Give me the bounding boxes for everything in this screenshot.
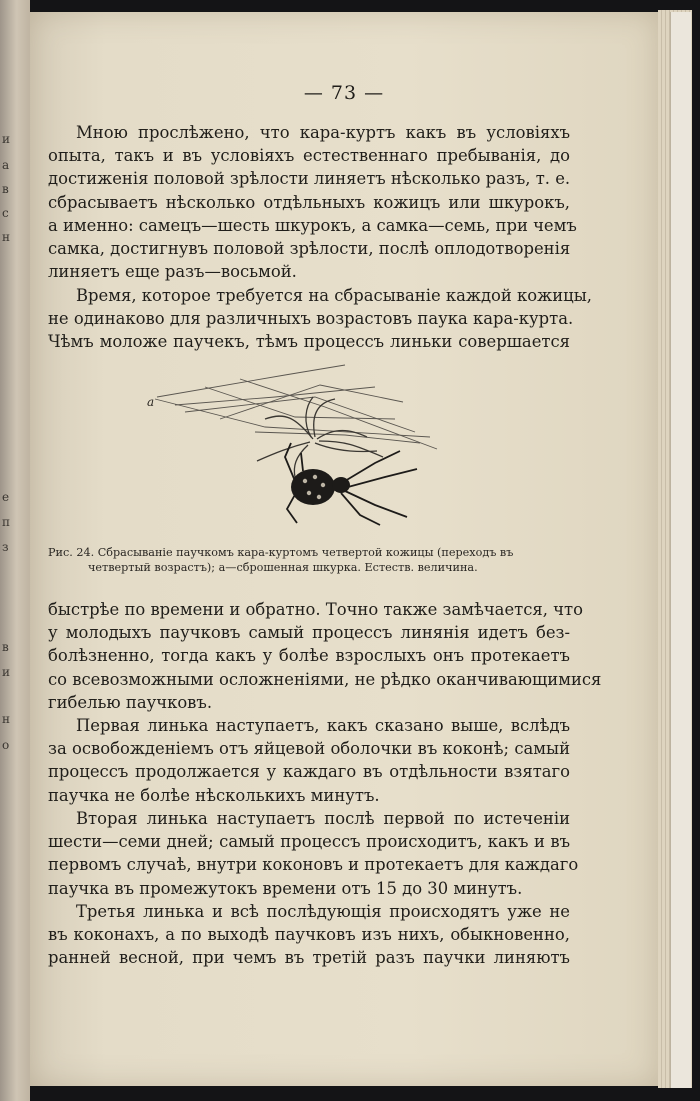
text-line: сбрасываетъ нѣсколько отдѣльныхъ кожицъ или шкурокъ, — [48, 192, 570, 212]
text-line: опыта, такъ и въ условіяхъ естественнаго пребыванія, до — [48, 146, 570, 166]
figure-caption — [48, 545, 570, 575]
text-line: за освобожденіемъ отъ яйцевой оболочки въ коконѣ; самый — [48, 739, 570, 759]
text-line: первомъ случаѣ, внутри коконовъ и протекаетъ для каждаго — [48, 855, 579, 875]
paragraph-2 — [48, 284, 592, 354]
left-page-fragment: о — [2, 738, 10, 752]
left-page-fragment: в — [2, 182, 9, 196]
paragraph-3 — [48, 598, 602, 714]
book-page — [30, 12, 658, 1086]
left-page-fragment: а — [2, 158, 10, 172]
left-page-fragment: п — [2, 515, 10, 529]
text-line: паучка не болѣе нѣсколькихъ минутъ. — [48, 785, 380, 805]
paragraph-4 — [48, 714, 570, 807]
page-edge-strip — [670, 12, 691, 1088]
text-line: не одинаково для различныхъ возрастовъ паука кара-курта. — [48, 309, 574, 329]
left-page-fragment: и — [2, 132, 10, 146]
left-page-fragment: е — [2, 490, 10, 504]
page-number: — 73 — — [303, 82, 385, 104]
text-line: быстрѣе по времени и обратно. Точно также замѣчается, что — [48, 600, 583, 619]
left-page-fragment: и — [2, 665, 10, 679]
figure-letter-label: a — [147, 395, 155, 409]
previous-page-edge — [0, 0, 30, 1101]
text-line: а именно: самецъ—шесть шкурокъ, а самка—семь, при чемъ — [48, 215, 577, 235]
spider-body — [291, 469, 350, 505]
text-line: Время, которое требуется на сбрасываніе каждой кожицы, — [76, 286, 592, 305]
text-line: достиженія половой зрѣлости линяетъ нѣсколько разъ, т. е. — [48, 169, 571, 189]
caption-line: Рис. 24. Сбрасываніе паучкомъ кара-куртомъ четвертой кожицы (переходъ въ — [48, 546, 514, 559]
left-page-fragment: в — [2, 640, 9, 654]
text-line: Мною прослѣжено, что кара-куртъ какъ въ условіяхъ — [76, 123, 570, 142]
text-line: линяетъ еще разъ—восьмой. — [48, 262, 297, 282]
spider-molting-illustration — [145, 357, 445, 527]
text-line: Третья линька и всѣ послѣдующія происходятъ уже не — [76, 902, 570, 921]
text-line: гибелью паучковъ. — [48, 692, 213, 712]
left-page-fragment: з — [2, 540, 9, 554]
paragraph-5 — [48, 807, 579, 900]
caption-line: четвертый возрастъ); а—сброшенная шкурка. Естеств. величина. — [88, 561, 478, 574]
text-line: въ коконахъ, а по выходѣ паучковъ изъ нихъ, обыкновенно, — [48, 925, 570, 945]
text-line: шести—семи дней; самый процессъ происходитъ, какъ и въ — [48, 832, 570, 852]
text-line: со всевозможными осложненіями, не рѣдко оканчивающимися — [48, 669, 602, 689]
text-line: Чѣмъ моложе паучекъ, тѣмъ процессъ линьки совершается — [48, 332, 570, 352]
text-line: ранней весной, при чемъ въ третій разъ паучки линяютъ — [48, 948, 570, 968]
text-line: Вторая линька наступаетъ послѣ первой по истеченіи — [76, 809, 570, 828]
text-line: у молодыхъ паучковъ самый процессъ линянія идетъ без- — [48, 623, 570, 643]
text-line: Первая линька наступаетъ, какъ сказано выше, вслѣдъ — [76, 716, 570, 735]
left-page-fragment: н — [2, 712, 10, 726]
text-line: самка, достигнувъ половой зрѣлости, послѣ оплодотворенія — [48, 239, 571, 259]
text-line: болѣзненно, тогда какъ у болѣе взрослыхъ онъ протекаетъ — [48, 646, 570, 666]
paragraph-1 — [48, 121, 577, 283]
spider-web-lines — [155, 365, 437, 449]
text-line: паучка въ промежутокъ времени отъ 15 до 30 минутъ. — [48, 878, 523, 898]
text-line: процессъ продолжается у каждаго въ отдѣльности взятаго — [48, 762, 570, 782]
left-page-fragment: с — [2, 206, 9, 220]
paragraph-6 — [48, 900, 570, 970]
left-page-fragment: н — [2, 230, 10, 244]
